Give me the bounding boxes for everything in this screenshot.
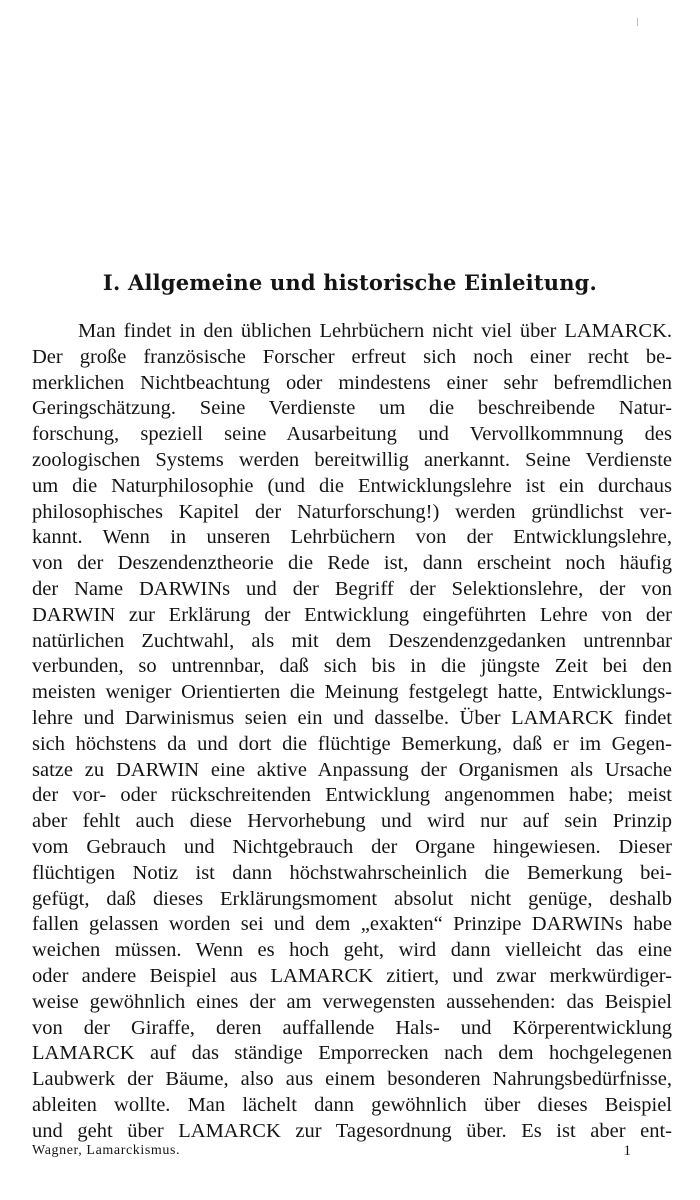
text-line: Man findet in den üblichen Lehrbüchern nicht viel über LAMARCK. (78, 320, 672, 342)
text-line: gefügt, daß dieses Erklärungsmoment absolut nicht genüge, deshalb (32, 887, 672, 910)
text-line: Laubwerk der Bäume, also aus einem besonderen Nahrungsbedürfnisse, (32, 1068, 672, 1091)
text-line: merklichen Nichtbeachtung oder mindestens einer sehr befremdlichen (32, 371, 672, 394)
text-line: meisten weniger Orientierten die Meinung festgelegt hatte, Entwicklungs- (32, 681, 672, 704)
text-line: aber fehlt auch diese Hervorhebung und wird nur auf sein Prinzip (32, 810, 672, 833)
chapter-heading: I. Allgemeine und historische Einleitung. (102, 270, 598, 295)
text-line: kannt. Wenn in unseren Lehrbüchern von der Entwicklungslehre, (32, 526, 672, 549)
text-line: philosophisches Kapitel der Naturforschung!) werden gründlichst ver- (32, 500, 672, 523)
text-line: ableiten wollte. Man lächelt dann gewöhnlich über dieses Beispiel (32, 1093, 672, 1116)
text-line: DARWIN zur Erklärung der Entwicklung eingeführten Lehre von der (32, 603, 672, 626)
footer-author-title: Wagner, Lamarckismus. (32, 1143, 181, 1158)
text-line: zoologischen Systems werden bereitwillig anerkannt. Seine Verdienste (32, 448, 672, 471)
text-line: von der Giraffe, deren auffallende Hals- und Körperentwicklung (32, 1016, 672, 1039)
page-footer (32, 1143, 672, 1163)
page-number: 1 (623, 1143, 631, 1159)
text-line: natürlichen Zuchtwahl, als mit dem Deszendenzgedanken untrennbar (32, 629, 672, 652)
text-line: um die Naturphilosophie (und die Entwicklungslehre ist ein durchaus (32, 474, 672, 497)
text-line: satze zu DARWIN eine aktive Anpassung der Organismen als Ursache (32, 758, 672, 781)
text-line: oder andere Beispiel aus LAMARCK zitiert, und zwar merkwürdiger- (32, 964, 672, 987)
text-line: von der Deszendenztheorie die Rede ist, dann erscheint noch häufig (32, 552, 672, 575)
text-line: LAMARCK auf das ständige Emporrecken nach dem hochgelegenen (32, 1042, 672, 1065)
text-line: der vor- oder rückschreitenden Entwicklung angenommen habe; meist (32, 784, 672, 807)
text-line: Der große französische Forscher erfreut sich noch einer recht be- (32, 345, 672, 368)
text-line: forschung, speziell seine Ausarbeitung und Vervollkommnung des (32, 423, 672, 446)
text-line: der Name DARWINs und der Begriff der Selektionslehre, der von (32, 577, 672, 600)
text-line: flüchtigen Notiz ist dann höchstwahrscheinlich die Bemerkung bei- (32, 861, 672, 884)
text-line: fallen gelassen worden sei und dem „exakten“ Prinzipe DARWINs habe (32, 913, 672, 936)
text-line: vom Gebrauch und Nichtgebrauch der Organe hingewiesen. Dieser (32, 835, 672, 858)
text-line: verbunden, so untrennbar, daß sich bis in die jüngste Zeit bei den (32, 655, 672, 678)
body-text (32, 319, 672, 1145)
text-line: Geringschätzung. Seine Verdienste um die beschreibende Natur- (32, 397, 672, 420)
text-line: sich höchstens da und dort die flüchtige Bemerkung, daß er im Gegen- (32, 732, 672, 755)
text-line: weise gewöhnlich eines der am verwegensten aussehenden: das Beispiel (32, 990, 672, 1013)
text-line: weichen müssen. Wenn es hoch geht, wird dann vielleicht das eine (32, 939, 672, 962)
text-line: lehre und Darwinismus seien ein und dasselbe. Über LAMARCK findet (32, 706, 672, 729)
text-line: und geht über LAMARCK zur Tagesordnung über. Es ist aber ent- (32, 1119, 672, 1142)
scan-speck (637, 18, 638, 26)
